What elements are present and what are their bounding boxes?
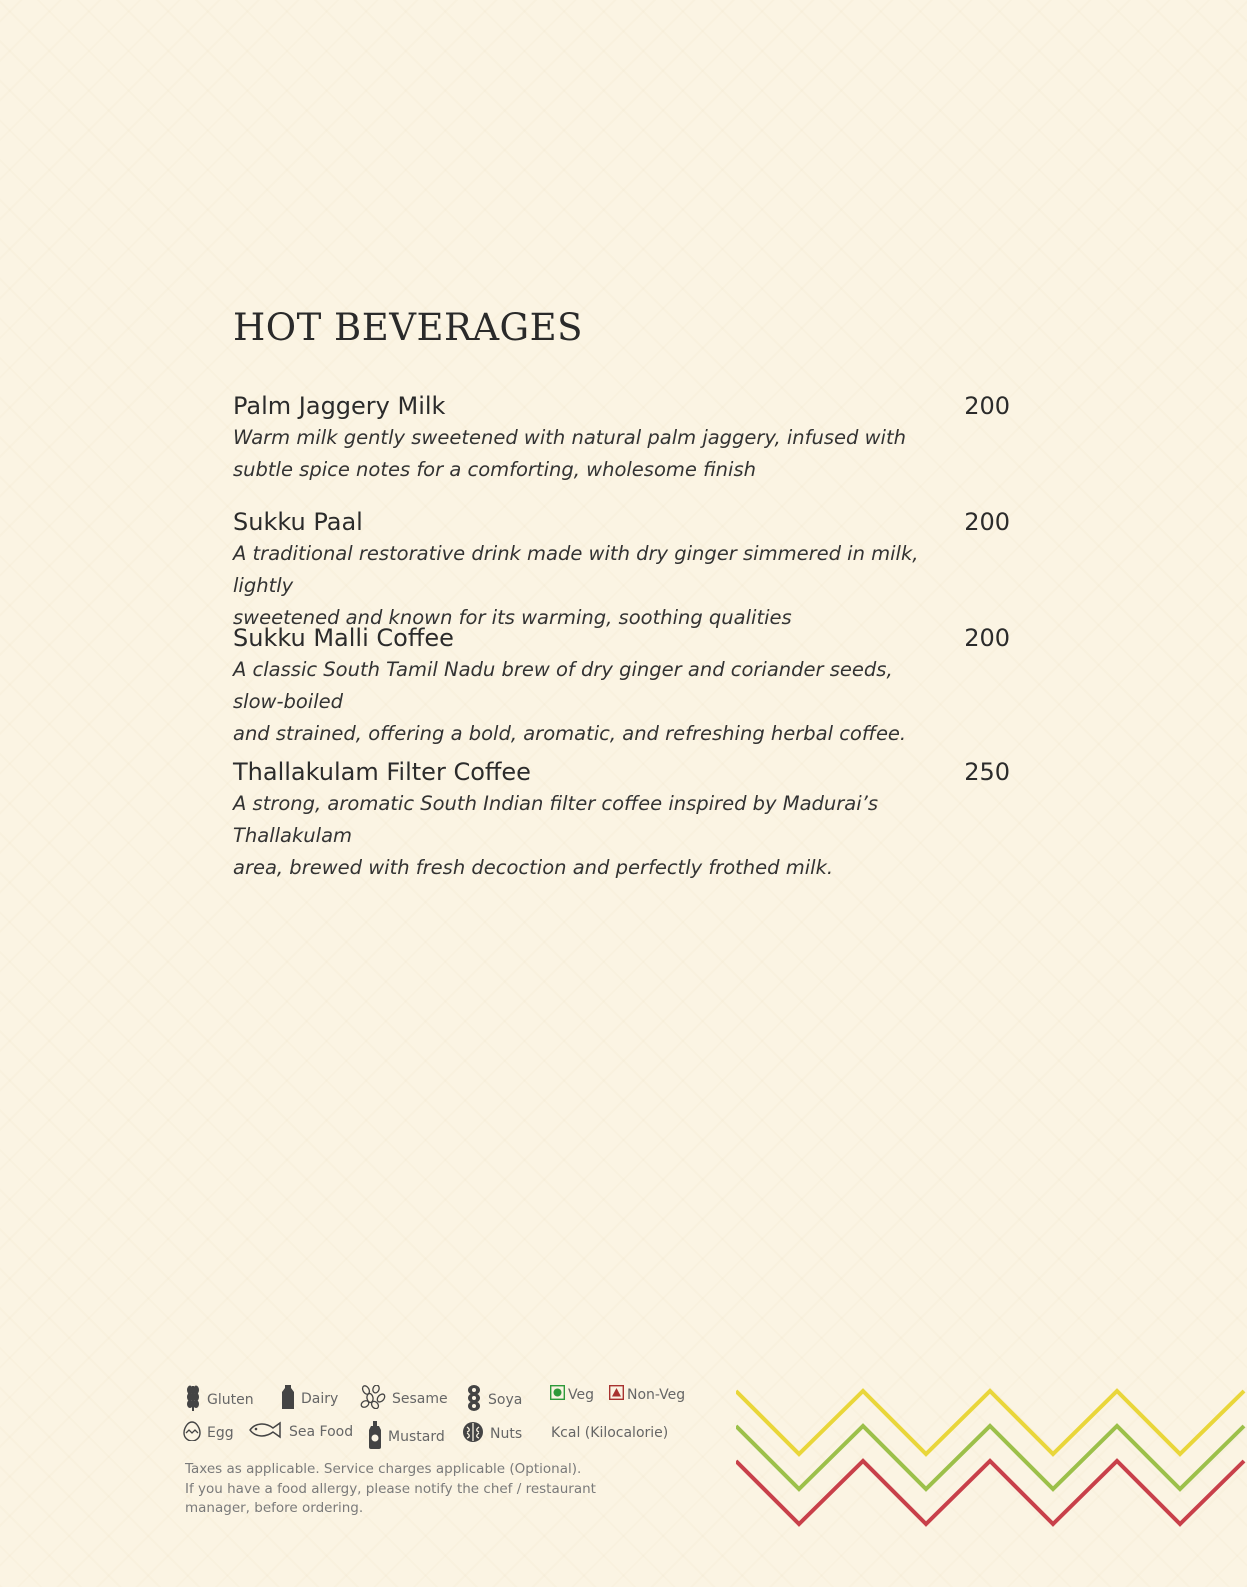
- legend-soya: [466, 1385, 522, 1415]
- item-description-line: area, brewed with fresh decoction and perfectly frothed milk.: [233, 856, 834, 879]
- legend-label: Sesame: [392, 1391, 448, 1407]
- item-name: Sukku Malli Coffee: [233, 624, 454, 652]
- item-price: 250: [964, 758, 1010, 786]
- legend-label: Kcal (Kilocalorie): [551, 1425, 669, 1441]
- legend-dairy: [281, 1385, 338, 1413]
- item-name: Sukku Paal: [233, 508, 363, 536]
- item-description-line: A traditional restorative drink made with dry ginger simmered in milk, lightly: [233, 542, 919, 597]
- zigzag-yellow-line: [736, 1391, 1244, 1454]
- non-veg-triangle-icon: [609, 1385, 624, 1404]
- menu-item: [233, 622, 1010, 750]
- legend-label: Egg: [207, 1425, 234, 1441]
- mustard-bottle-icon: [368, 1421, 382, 1453]
- item-price: 200: [964, 392, 1010, 420]
- legend-label: Sea Food: [289, 1424, 354, 1440]
- milk-carton-icon: [281, 1385, 295, 1413]
- legend-non-veg: [609, 1385, 685, 1404]
- note-line: If you have a food allergy, please notify the chef / restaurant: [185, 1480, 596, 1497]
- legend-label: Nuts: [490, 1426, 523, 1442]
- zigzag-red-line: [736, 1461, 1244, 1524]
- note-line: Taxes as applicable. Service charges applicable (Optional).: [185, 1461, 582, 1477]
- legend-mustard: [368, 1421, 445, 1453]
- veg-dot-icon: [550, 1385, 565, 1404]
- legend-label: Veg: [568, 1386, 594, 1403]
- legend-sea-food: [249, 1421, 353, 1443]
- legend-label: Soya: [488, 1392, 523, 1408]
- item-description-line: A strong, aromatic South Indian filter coffee inspired by Madurai’s Thallakulam: [233, 792, 879, 847]
- section-title: HOT BEVERAGES: [233, 306, 583, 349]
- item-description-line: Warm milk gently sweetened with natural palm jaggery, infused with: [233, 426, 906, 449]
- note-line: manager, before ordering.: [185, 1500, 364, 1516]
- legend-sesame: [360, 1385, 448, 1413]
- zigzag-decoration: [736, 1386, 1247, 1530]
- menu-item: [233, 390, 1010, 486]
- walnut-icon: [462, 1421, 484, 1447]
- item-name: Thallakulam Filter Coffee: [233, 758, 531, 786]
- item-description-line: A classic South Tamil Nadu brew of dry ginger and coriander seeds, slow-boiled: [233, 658, 893, 713]
- legend-veg: [550, 1385, 594, 1404]
- wheat-icon: [185, 1385, 201, 1415]
- legend-label: Mustard: [388, 1429, 445, 1445]
- item-price: 200: [964, 508, 1010, 536]
- item-name: Palm Jaggery Milk: [233, 392, 446, 420]
- legend-kcal: [551, 1425, 668, 1441]
- legend-nuts: [462, 1421, 522, 1447]
- egg-icon: [183, 1421, 201, 1445]
- fish-icon: [249, 1421, 283, 1443]
- menu-item: [233, 506, 1010, 634]
- footer-note: [185, 1460, 596, 1519]
- menu-item: [233, 756, 1010, 884]
- item-price: 200: [964, 624, 1010, 652]
- sesame-seeds-icon: [360, 1385, 386, 1413]
- legend-label: Gluten: [207, 1392, 254, 1408]
- legend-label: Dairy: [301, 1391, 339, 1407]
- legend-gluten: [185, 1385, 254, 1415]
- soybean-icon: [466, 1385, 482, 1415]
- item-description-line: sweetened and known for its warming, soothing qualities: [233, 606, 792, 629]
- legend-label: Non-Veg: [627, 1386, 686, 1403]
- item-description-line: subtle spice notes for a comforting, wholesome finish: [233, 458, 756, 481]
- item-description-line: and strained, offering a bold, aromatic, and refreshing herbal coffee.: [233, 722, 907, 745]
- legend-egg: [183, 1421, 234, 1445]
- zigzag-green-line: [736, 1426, 1244, 1489]
